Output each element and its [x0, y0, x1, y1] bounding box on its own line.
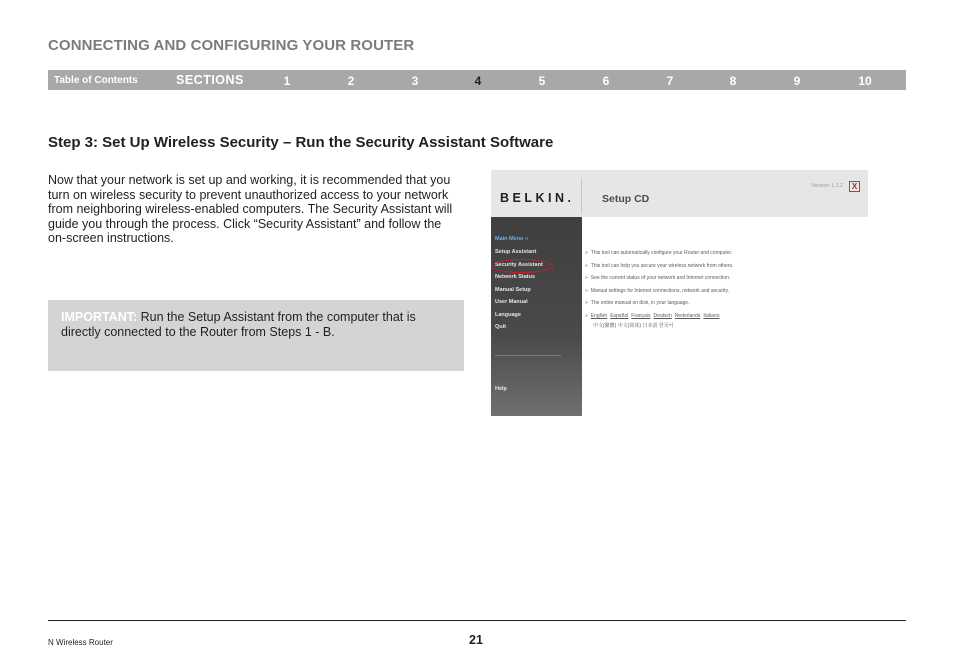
language-link-english[interactable]: English — [590, 313, 608, 319]
step-heading: Step 3: Set Up Wireless Security – Run the Security Assistant Software — [48, 134, 554, 151]
version-label: Version 1.1.2 — [811, 183, 844, 189]
close-icon[interactable]: X — [849, 181, 860, 192]
important-label: IMPORTANT: — [61, 310, 138, 324]
language-link-nederlands[interactable]: Nederlands — [674, 313, 701, 319]
section-link-8[interactable]: 8 — [729, 74, 737, 88]
setup-cd-title: Setup CD — [602, 193, 650, 205]
important-note-text — [61, 310, 456, 339]
section-link-4[interactable]: 4 — [474, 74, 482, 88]
description-network-status: » See the current status of your network and Internet connection. — [585, 275, 731, 281]
setup-cd-screenshot — [491, 170, 868, 416]
setup-cd-menu — [491, 217, 582, 416]
footer-divider — [48, 620, 906, 621]
section-link-3[interactable]: 3 — [411, 74, 419, 88]
language-link-espanol[interactable]: Español — [610, 313, 629, 319]
important-body: Run the Setup Assistant from the computer that is directly connected to the Router from Steps 1 - B. — [61, 310, 416, 339]
section-link-6[interactable]: 6 — [602, 74, 610, 88]
menu-item-quit[interactable]: Quit — [495, 324, 506, 330]
setup-cd-descriptions — [582, 217, 868, 416]
description-manual-setup: » Manual settings for Internet connections, network and security. — [585, 287, 730, 294]
setup-cd-header — [491, 170, 868, 217]
language-link-francais[interactable]: Français — [631, 313, 651, 319]
menu-item-setup-assistant[interactable]: Setup Assistant — [495, 249, 537, 255]
sections-label: SECTIONS — [176, 73, 244, 87]
section-link-5[interactable]: 5 — [538, 74, 546, 88]
section-link-2[interactable]: 2 — [347, 74, 355, 88]
description-security: » This tool can help you secure your wireless network from others. — [585, 262, 734, 269]
footer-product-name: N Wireless Router — [48, 638, 113, 647]
body-paragraph: Now that your network is set up and working, it is recommended that you turn on wireless security to prevent unauthorized access to your network from neighboring wireless-enabled computers. The Security Assistant will guide you through the process. Click “Security Assistant” and follow the on-screen instructions. — [48, 173, 453, 245]
section-link-10[interactable]: 10 — [858, 74, 872, 88]
important-note — [48, 300, 464, 371]
security-assistant-highlight-ring — [491, 259, 553, 273]
section-nav-bar — [48, 70, 906, 90]
menu-title: Main Menu » — [495, 236, 529, 242]
header-divider — [581, 178, 582, 214]
table-of-contents-link[interactable]: Table of Contents — [54, 75, 138, 86]
belkin-logo: BELKIN. — [500, 191, 575, 205]
description-setup: » This tool can automatically configure your Router and computer. — [585, 250, 733, 256]
section-link-1[interactable]: 1 — [283, 74, 291, 88]
language-link-italiano[interactable]: Italiano — [703, 313, 720, 319]
language-link-deutsch[interactable]: Deutsch — [653, 313, 672, 319]
menu-item-security-assistant[interactable]: Security Assistant — [495, 261, 543, 268]
menu-item-manual-setup[interactable]: Manual Setup — [495, 286, 531, 293]
menu-item-help[interactable]: Help — [495, 386, 507, 392]
language-links: » English Español Français Deutsch Nederlands Italiano — [585, 313, 720, 319]
menu-item-user-manual[interactable]: User Manual — [495, 299, 528, 305]
chapter-title: CONNECTING AND CONFIGURING YOUR ROUTER — [48, 37, 415, 54]
menu-item-network-status[interactable]: Network Status — [495, 274, 536, 280]
menu-item-language[interactable]: Language — [495, 312, 521, 318]
language-links-cjk[interactable]: 中文(繁體) 中文(简体) 日本語 한국어 — [593, 323, 674, 329]
section-link-9[interactable]: 9 — [793, 74, 801, 88]
description-user-manual: » The entire manual on disk, in your language. — [585, 300, 690, 306]
section-link-7[interactable]: 7 — [666, 74, 674, 88]
menu-separator — [495, 355, 561, 356]
page-number: 21 — [469, 633, 483, 647]
